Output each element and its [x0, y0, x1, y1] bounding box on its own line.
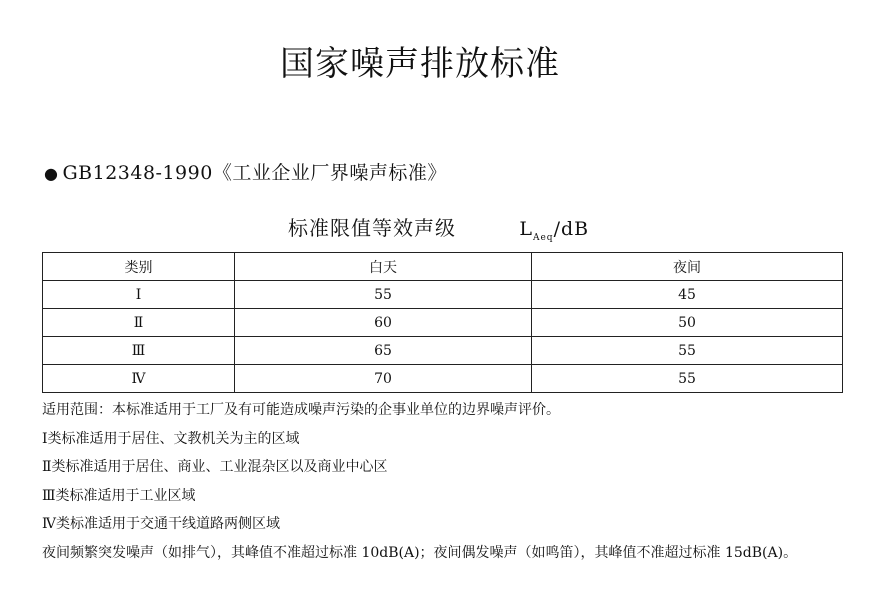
night-value-cell: 55 [532, 365, 843, 393]
header-day: 白天 [235, 253, 532, 281]
unit-main: L [519, 218, 533, 240]
table-row [43, 281, 843, 309]
note-scope: 适用范围：本标准适用于工厂及有可能造成噪声污染的企事业单位的边界噪声评价。 [42, 402, 560, 418]
category-cell: Ⅲ [43, 337, 235, 365]
noise-limits-table [42, 252, 843, 393]
notes [42, 396, 852, 567]
bullet-icon: ● [44, 164, 59, 183]
note-night-burst: 夜间频繁突发噪声（如排气），其峰值不准超过标准 10dB(A)；夜间偶发噪声（如鸣笛），其峰值不准超过标准 15dB(A)。 [42, 544, 798, 561]
note-class-3: Ⅲ类标准适用于工业区域 [42, 487, 196, 504]
note-class-1: Ⅰ类标准适用于居住、文教机关为主的区域 [42, 430, 300, 447]
unit-sub: Aeq [532, 232, 554, 243]
day-value-cell: 70 [235, 365, 532, 393]
category-cell: Ⅰ [43, 281, 235, 309]
table-row [43, 337, 843, 365]
note-class-4: Ⅳ类标准适用于交通干线道路两侧区域 [42, 516, 280, 532]
day-value-cell: 65 [235, 337, 532, 365]
section-heading [44, 158, 447, 185]
category-cell: Ⅱ [43, 309, 235, 337]
category-cell: Ⅳ [43, 365, 235, 393]
header-night: 夜间 [532, 253, 843, 281]
table-unit [519, 218, 590, 243]
night-value-cell: 50 [532, 309, 843, 337]
note-class-2: Ⅱ类标准适用于居住、商业、工业混杂区以及商业中心区 [42, 459, 388, 475]
night-value-cell: 45 [532, 281, 843, 309]
unit-tail: /dB [553, 218, 590, 240]
day-value-cell: 60 [235, 309, 532, 337]
table-row [43, 309, 843, 337]
day-value-cell: 55 [235, 281, 532, 309]
section-heading-text: GB12348-1990《工业企业厂界噪声标准》 [62, 162, 447, 184]
header-category: 类别 [43, 253, 235, 281]
page-title: 国家噪声排放标准 [280, 44, 560, 84]
night-value-cell: 55 [532, 337, 843, 365]
table-header-row [43, 253, 843, 281]
table-caption [288, 212, 589, 243]
table-caption-text: 标准限值等效声级 [288, 216, 456, 240]
table-row [43, 365, 843, 393]
